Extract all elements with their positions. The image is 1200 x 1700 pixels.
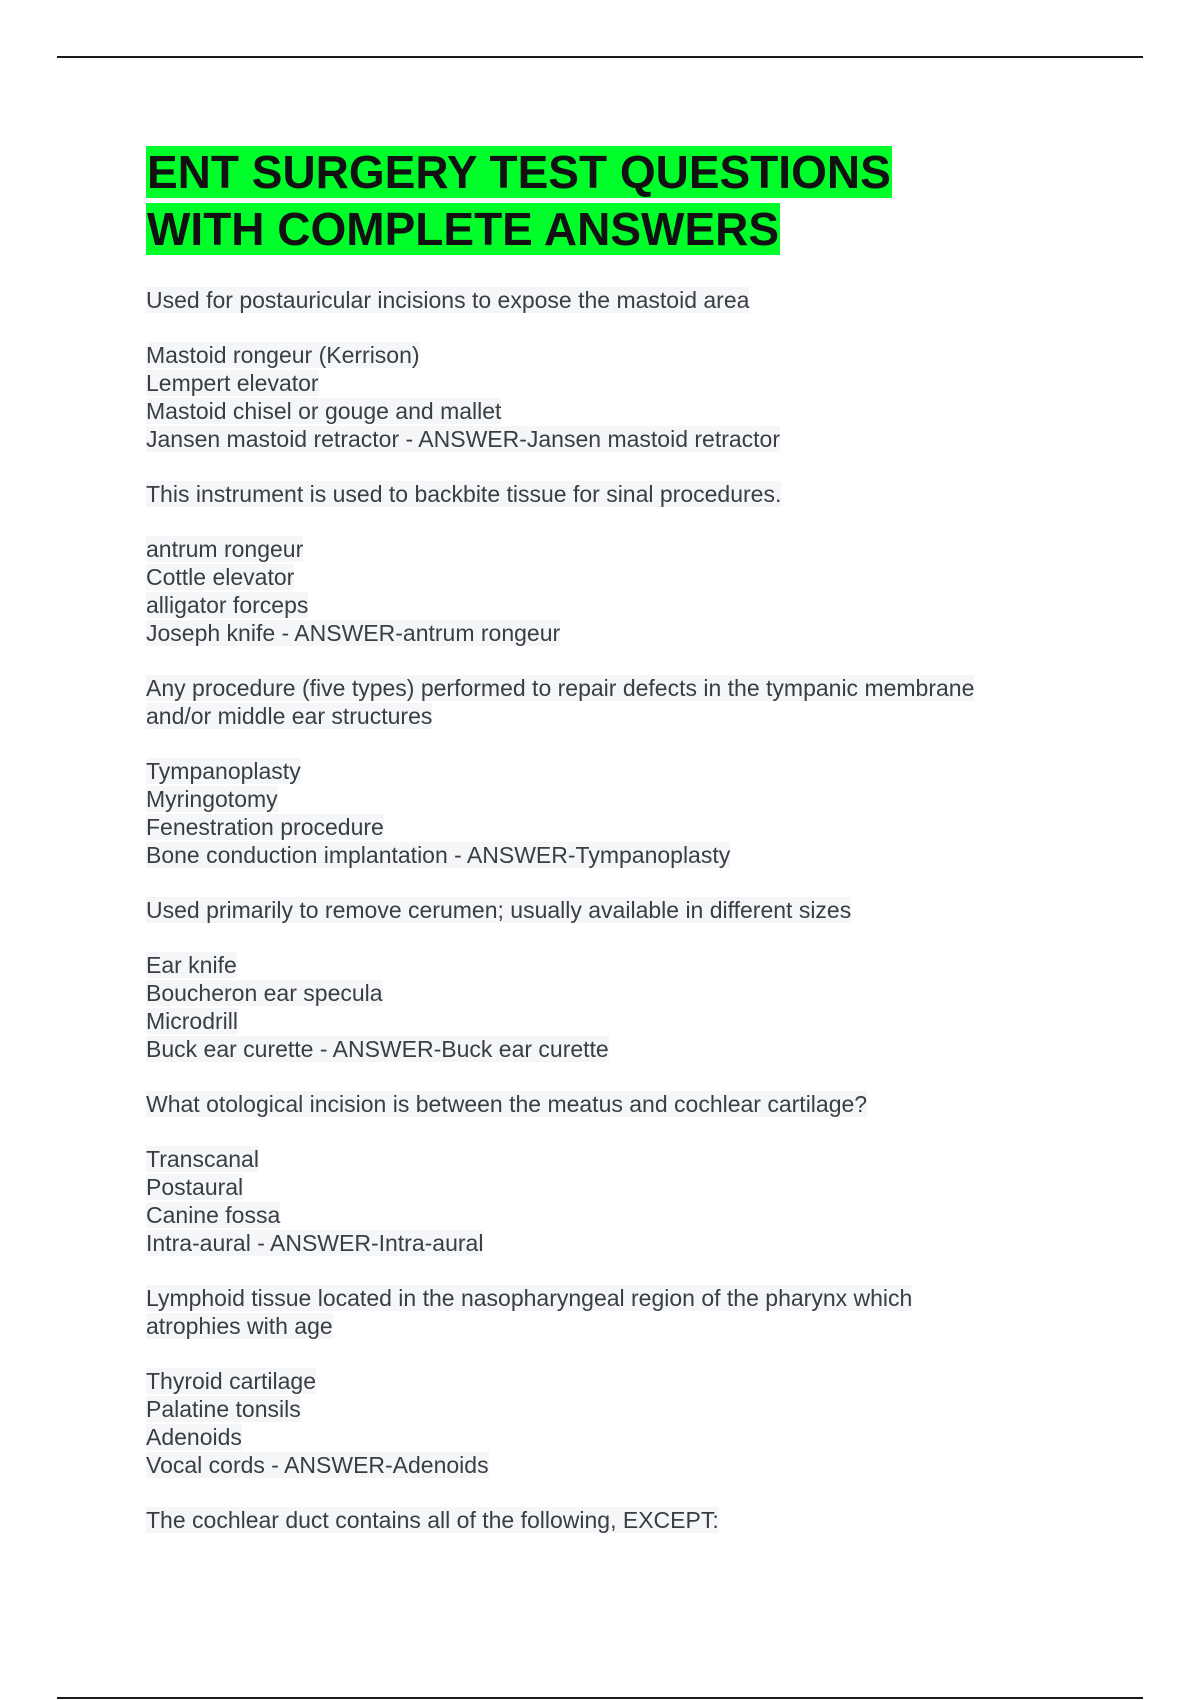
question-line-text: Any procedure (five types) performed to repair defects in the tympanic membrane bbox=[146, 675, 975, 701]
answer-option bbox=[146, 951, 1076, 979]
answer-option bbox=[146, 1173, 1076, 1201]
question-line-text: The cochlear duct contains all of the following, EXCEPT: bbox=[146, 1507, 719, 1533]
answer-option bbox=[146, 1451, 1076, 1479]
answer-option-text: Canine fossa bbox=[146, 1202, 281, 1228]
answer-option bbox=[146, 841, 1076, 869]
answer-option-text: Postaural bbox=[146, 1174, 244, 1200]
answer-options bbox=[146, 1367, 1076, 1479]
answer-option-text: Cottle elevator bbox=[146, 564, 295, 590]
answer-option-text: Boucheron ear specula bbox=[146, 980, 383, 1006]
answer-option bbox=[146, 619, 1076, 647]
answer-option-text: Thyroid cartilage bbox=[146, 1368, 317, 1394]
question-line-text: and/or middle ear structures bbox=[146, 703, 433, 729]
answer-option bbox=[146, 1395, 1076, 1423]
answer-option-text: Jansen mastoid retractor - ANSWER-Jansen mastoid retractor bbox=[146, 426, 781, 452]
answer-option-text: antrum rongeur bbox=[146, 536, 304, 562]
question-text bbox=[146, 1506, 1076, 1534]
top-rule bbox=[57, 56, 1143, 58]
answer-option bbox=[146, 757, 1076, 785]
answer-option-text: Bone conduction implantation - ANSWER-Tympanoplasty bbox=[146, 842, 731, 868]
answer-option-text: Vocal cords - ANSWER-Adenoids bbox=[146, 1452, 489, 1478]
answer-option-text: Fenestration procedure bbox=[146, 814, 384, 840]
answer-option-text: Myringotomy bbox=[146, 786, 278, 812]
question-line bbox=[146, 480, 1076, 508]
question-line bbox=[146, 674, 1076, 702]
question-text bbox=[146, 286, 1076, 314]
question-line bbox=[146, 896, 1076, 924]
answer-option bbox=[146, 369, 1076, 397]
answer-options bbox=[146, 341, 1076, 453]
answer-option-text: Palatine tonsils bbox=[146, 1396, 301, 1422]
title-line-2: WITH COMPLETE ANSWERS bbox=[147, 203, 780, 255]
question-text bbox=[146, 1090, 1076, 1118]
question-line bbox=[146, 286, 1076, 314]
question-line-text: This instrument is used to backbite tissue for sinal procedures. bbox=[146, 481, 782, 507]
answer-option bbox=[146, 1367, 1076, 1395]
answer-option bbox=[146, 1145, 1076, 1173]
answer-option bbox=[146, 425, 1076, 453]
answer-options bbox=[146, 535, 1076, 647]
question-list bbox=[146, 286, 1076, 1534]
question-text bbox=[146, 674, 1076, 730]
answer-option-text: Adenoids bbox=[146, 1424, 242, 1450]
answer-options bbox=[146, 757, 1076, 869]
answer-option-text: Ear knife bbox=[146, 952, 237, 978]
question-text bbox=[146, 896, 1076, 924]
answer-option-text: Buck ear curette - ANSWER-Buck ear curette bbox=[146, 1036, 609, 1062]
question-line bbox=[146, 1506, 1076, 1534]
bottom-rule bbox=[57, 1697, 1143, 1699]
document-title bbox=[146, 144, 1076, 258]
question-text bbox=[146, 1284, 1076, 1340]
answer-option bbox=[146, 397, 1076, 425]
document-body bbox=[146, 144, 1076, 1561]
answer-option bbox=[146, 1201, 1076, 1229]
answer-option-text: Lempert elevator bbox=[146, 370, 319, 396]
question-line bbox=[146, 702, 1076, 730]
question-text bbox=[146, 480, 1076, 508]
question-line bbox=[146, 1312, 1076, 1340]
answer-options bbox=[146, 951, 1076, 1063]
answer-option bbox=[146, 1035, 1076, 1063]
answer-option-text: Microdrill bbox=[146, 1008, 238, 1034]
answer-option bbox=[146, 1423, 1076, 1451]
answer-option bbox=[146, 591, 1076, 619]
question-line-text: atrophies with age bbox=[146, 1313, 333, 1339]
question-line-text: Used for postauricular incisions to expose the mastoid area bbox=[146, 287, 750, 313]
answer-options bbox=[146, 1145, 1076, 1257]
answer-option bbox=[146, 1229, 1076, 1257]
answer-option bbox=[146, 813, 1076, 841]
answer-option-text: Intra-aural - ANSWER-Intra-aural bbox=[146, 1230, 484, 1256]
question-line-text: What otological incision is between the meatus and cochlear cartilage? bbox=[146, 1091, 868, 1117]
answer-option bbox=[146, 1007, 1076, 1035]
question-line bbox=[146, 1090, 1076, 1118]
answer-option-text: Transcanal bbox=[146, 1146, 259, 1172]
answer-option bbox=[146, 979, 1076, 1007]
title-line-1: ENT SURGERY TEST QUESTIONS bbox=[147, 146, 891, 198]
answer-option bbox=[146, 341, 1076, 369]
question-line-text: Lymphoid tissue located in the nasopharyngeal region of the pharynx which bbox=[146, 1285, 913, 1311]
answer-option bbox=[146, 535, 1076, 563]
answer-option-text: Tympanoplasty bbox=[146, 758, 301, 784]
answer-option bbox=[146, 785, 1076, 813]
question-line-text: Used primarily to remove cerumen; usually available in different sizes bbox=[146, 897, 852, 923]
answer-option bbox=[146, 563, 1076, 591]
answer-option-text: alligator forceps bbox=[146, 592, 309, 618]
answer-option-text: Joseph knife - ANSWER-antrum rongeur bbox=[146, 620, 561, 646]
answer-option-text: Mastoid chisel or gouge and mallet bbox=[146, 398, 502, 424]
question-line bbox=[146, 1284, 1076, 1312]
answer-option-text: Mastoid rongeur (Kerrison) bbox=[146, 342, 420, 368]
